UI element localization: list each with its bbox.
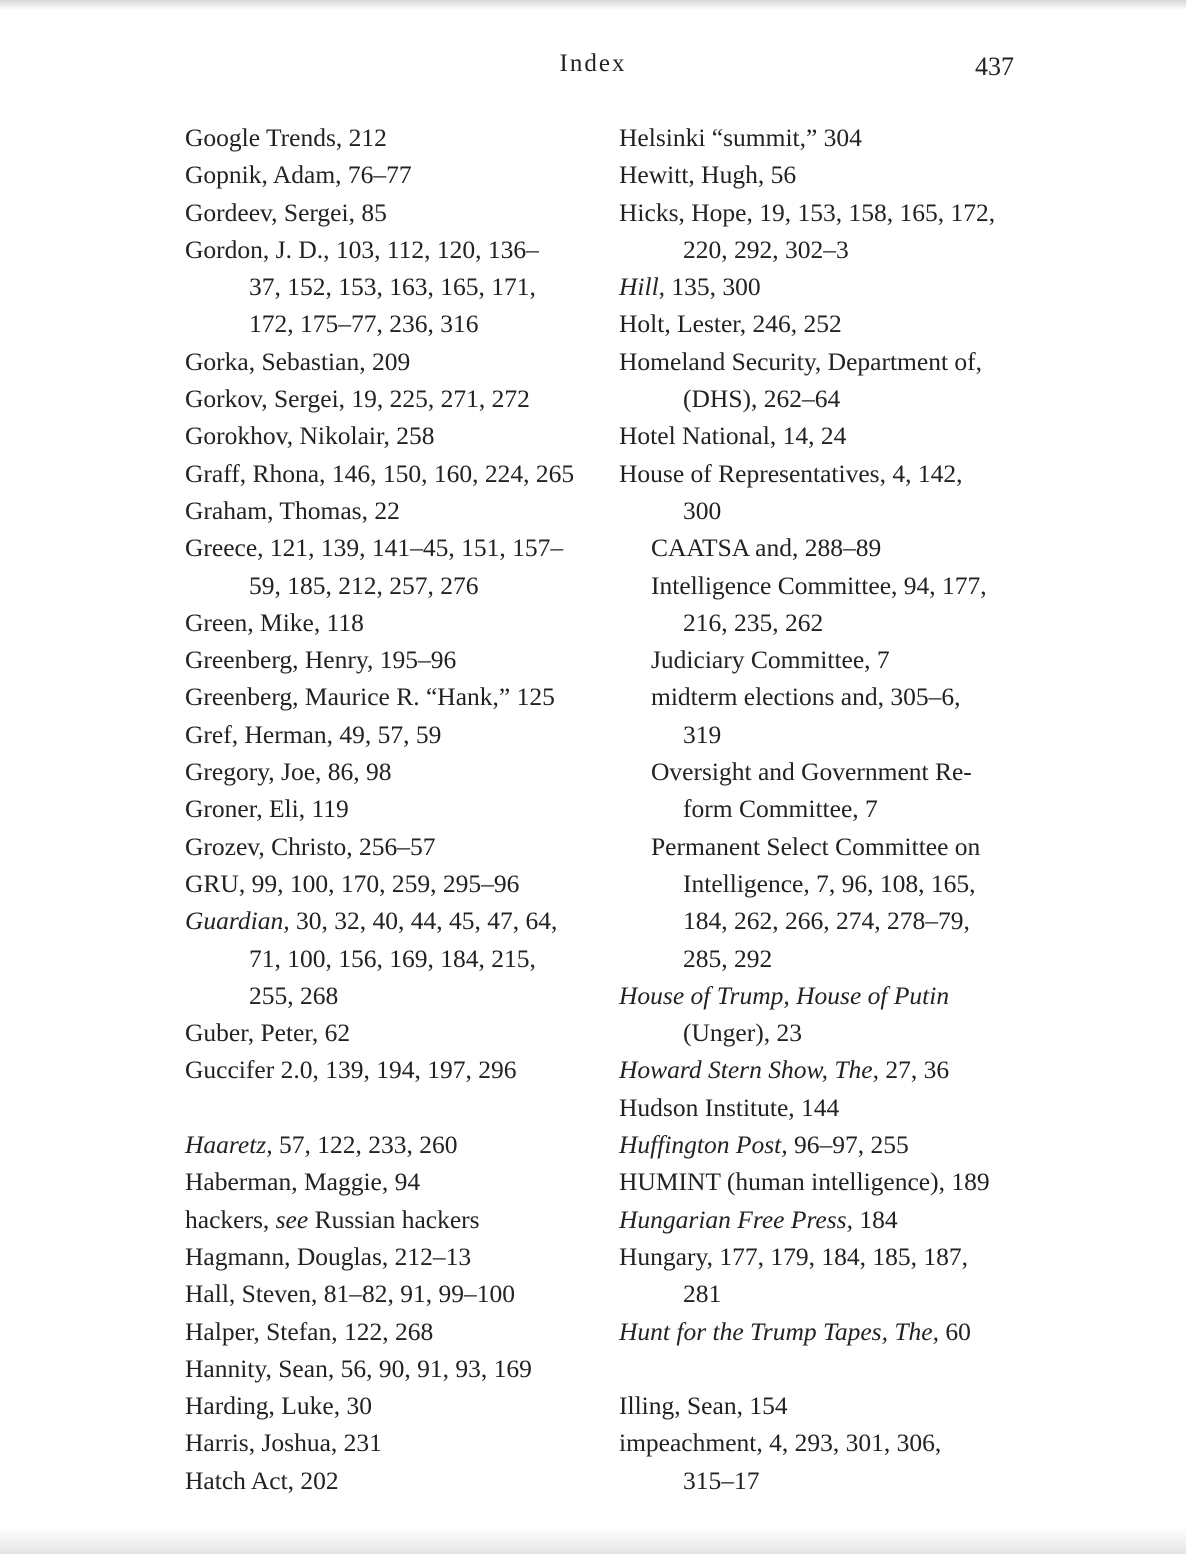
index-entry: Haberman, Maggie, 94 [185, 1167, 421, 1197]
index-entry: Greenberg, Henry, 195–96 [185, 645, 457, 675]
index-entry: impeachment, 4, 293, 301, 306, [619, 1428, 942, 1458]
index-entry: Huffington Post, 96–97, 255 [619, 1130, 909, 1160]
index-subentry-continuation: 216, 235, 262 [683, 607, 824, 637]
index-entry: Hall, Steven, 81–82, 91, 99–100 [185, 1279, 516, 1309]
index-entry: Halper, Stefan, 122, 268 [185, 1316, 434, 1346]
index-subentry: Intelligence Committee, 94, 177, [651, 570, 987, 600]
index-entry: Hotel National, 14, 24 [619, 421, 847, 451]
page-bottom-shadow [0, 1528, 1186, 1554]
index-entry: Harding, Luke, 30 [185, 1391, 372, 1421]
index-entry: Gorkov, Sergei, 19, 225, 271, 272 [185, 384, 530, 414]
page-top-shadow [0, 0, 1186, 10]
index-subentry-continuation: 184, 262, 266, 274, 278–79, [683, 906, 970, 936]
index-entry-continuation: 300 [683, 495, 722, 525]
index-entry-continuation: 255, 268 [249, 980, 339, 1010]
index-subentry-continuation: form Committee, 7 [683, 794, 878, 824]
index-entry: Greece, 121, 139, 141–45, 151, 157– [185, 533, 564, 563]
index-entry: House of Representatives, 4, 142, [619, 458, 963, 488]
index-entry: Hudson Institute, 144 [619, 1092, 840, 1122]
index-entry: Gopnik, Adam, 76–77 [185, 160, 412, 190]
index-subentry-continuation: Intelligence, 7, 96, 108, 165, [683, 868, 976, 898]
letter-group-spacer [619, 1350, 1039, 1387]
letter-group-spacer [185, 1089, 585, 1126]
index-subentry: Oversight and Government Re- [651, 757, 972, 787]
index-column-left [185, 119, 585, 1499]
index-subentry: Judiciary Committee, 7 [651, 645, 890, 675]
index-entry: Hungarian Free Press, 184 [619, 1204, 898, 1234]
index-entry: Gregory, Joe, 86, 98 [185, 757, 392, 787]
index-entry: Guccifer 2.0, 139, 194, 197, 296 [185, 1055, 517, 1085]
index-entry-continuation: 220, 292, 302–3 [683, 234, 849, 264]
page-number: 437 [975, 52, 1014, 81]
index-entry-continuation: 37, 152, 153, 163, 165, 171, [249, 272, 536, 302]
index-entry: Helsinki “summit,” 304 [619, 123, 862, 152]
index-column-right [619, 119, 1039, 1499]
index-entry: Greenberg, Maurice R. “Hank,” 125 [185, 682, 555, 712]
index-entry: Groner, Eli, 119 [185, 794, 349, 824]
index-entry: Haaretz, 57, 122, 233, 260 [185, 1130, 458, 1160]
index-entry: GRU, 99, 100, 170, 259, 295–96 [185, 868, 520, 898]
index-entry: Guber, Peter, 62 [185, 1018, 351, 1048]
index-entry-continuation: 59, 185, 212, 257, 276 [249, 570, 479, 600]
index-entry: House of Trump, House of Putin [619, 980, 950, 1010]
index-subentry-continuation: 285, 292 [683, 943, 773, 973]
index-entry: Hagmann, Douglas, 212–13 [185, 1241, 472, 1271]
index-entry: Gordon, J. D., 103, 112, 120, 136– [185, 234, 539, 264]
index-entry: Grozev, Christo, 256–57 [185, 831, 436, 861]
running-head: Index [559, 50, 627, 77]
index-entry: Hunt for the Trump Tapes, The, 60 [619, 1316, 971, 1346]
index-entry-continuation: 315–17 [683, 1465, 760, 1495]
index-entry: hackers, see Russian hackers [185, 1204, 480, 1234]
index-entry: Gref, Herman, 49, 57, 59 [185, 719, 442, 749]
index-entry: Hewitt, Hugh, 56 [619, 160, 797, 190]
index-entry: Hatch Act, 202 [185, 1465, 339, 1495]
index-entry: HUMINT (human intelligence), 189 [619, 1167, 990, 1197]
index-entry: Graff, Rhona, 146, 150, 160, 224, 265 [185, 458, 575, 488]
index-entry-continuation: (DHS), 262–64 [683, 384, 841, 414]
index-entry: Gordeev, Sergei, 85 [185, 197, 387, 227]
index-entry-continuation: 71, 100, 156, 169, 184, 215, [249, 943, 536, 973]
index-entry: Hannity, Sean, 56, 90, 91, 93, 169 [185, 1353, 532, 1383]
index-entry-continuation: 281 [683, 1279, 722, 1309]
index-entry: Hill, 135, 300 [619, 272, 761, 302]
index-subentry: Permanent Select Committee on [651, 831, 981, 861]
index-entry: Howard Stern Show, The, 27, 36 [619, 1055, 950, 1085]
index-entry: Illing, Sean, 154 [619, 1391, 788, 1421]
index-entry-continuation: (Unger), 23 [683, 1018, 802, 1048]
index-entry: Gorokhov, Nikolair, 258 [185, 421, 435, 451]
index-subentry: CAATSA and, 288–89 [651, 533, 882, 563]
index-entry: Google Trends, 212 [185, 123, 387, 152]
index-entry: Graham, Thomas, 22 [185, 495, 400, 525]
index-entry: Hicks, Hope, 19, 153, 158, 165, 172, [619, 197, 996, 227]
index-entry: Guardian, 30, 32, 40, 44, 45, 47, 64, [185, 906, 558, 936]
index-entry: Hungary, 177, 179, 184, 185, 187, [619, 1241, 968, 1271]
index-entry-continuation: 172, 175–77, 236, 316 [249, 309, 479, 339]
index-subentry-continuation: 319 [683, 719, 722, 749]
index-entry: Homeland Security, Department of, [619, 346, 983, 376]
index-entry: Holt, Lester, 246, 252 [619, 309, 842, 339]
index-entry: Gorka, Sebastian, 209 [185, 346, 411, 376]
index-entry: Harris, Joshua, 231 [185, 1428, 382, 1458]
index-subentry: midterm elections and, 305–6, [651, 682, 961, 712]
index-entry: Green, Mike, 118 [185, 607, 364, 637]
